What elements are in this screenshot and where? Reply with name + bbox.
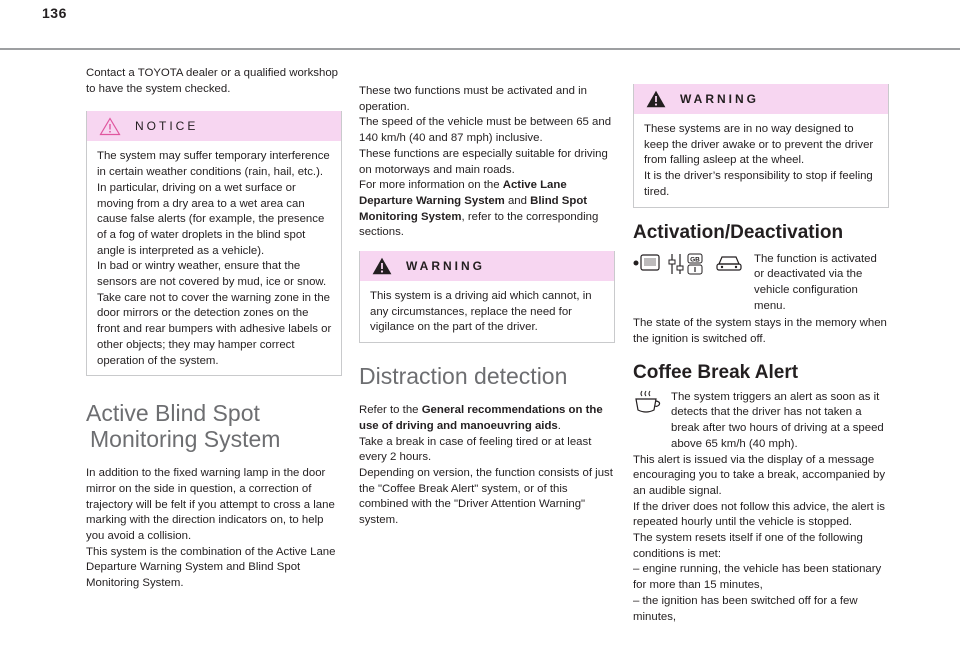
section-title-line-1: Active Blind Spot bbox=[86, 400, 260, 427]
warning-text-2b: It is the driver’s responsibility to stop if feeling tired. bbox=[644, 170, 873, 198]
section-title-activation: Activation/Deactivation bbox=[633, 221, 844, 243]
warning-header-2 bbox=[634, 84, 888, 114]
coffee-text-4: The system resets itself if one of the following conditions is met: bbox=[633, 532, 863, 560]
coffee-item-2: – the ignition has been switched off for a few minutes, bbox=[633, 594, 858, 623]
section-title-coffee-break: Coffee Break Alert bbox=[633, 361, 799, 383]
header-rule bbox=[0, 48, 960, 50]
notice-header bbox=[87, 111, 341, 141]
coffee-text-3: If the driver does not follow this advice, the alert is repeated hourly until the vehicle is stopped. bbox=[633, 500, 885, 529]
col2-para-3: These functions are especially suitable for driving on motorways and main roads. bbox=[359, 147, 608, 176]
section-title-blind-spot bbox=[86, 400, 342, 452]
distraction-para-2: Take a break in case of feeling tired or at least every 2 hours. bbox=[359, 435, 592, 464]
column-2 bbox=[359, 84, 615, 529]
warning-header-1 bbox=[360, 251, 614, 281]
activation-row bbox=[633, 252, 889, 315]
intro-text: Contact a TOYOTA dealer or a qualified workshop to have the system checked. bbox=[86, 67, 338, 95]
notice-text-3: In bad or wintry weather, ensure that the sensors are not covered by mud, ice or snow. bbox=[97, 260, 327, 289]
activation-text: The function is activated or deactivated via the vehicle configuration menu. bbox=[754, 252, 877, 312]
notice-text-1: The system may suffer temporary interference in certain weather conditions (rain, hail, etc.). bbox=[97, 150, 330, 179]
para4-text-c: , refer to the corresponding sections. bbox=[359, 210, 599, 239]
col2-para-2: The speed of the vehicle must be between 65 and 140 km/h (40 and 87 mph) inclusive. bbox=[359, 116, 612, 145]
coffee-indent-wrap bbox=[671, 390, 889, 453]
para5-text-b: . bbox=[557, 419, 561, 432]
settings-sliders-icon bbox=[666, 252, 706, 276]
notice-text-2: In particular, driving on a wet surface or moving from a dry area to a wet area can cause false alerts (for example, the presence of a fog of water droplets in the blind spot angle is interpreted as a vehicle). bbox=[97, 181, 325, 257]
coffee-text-1: The system triggers an alert as soon as it detects that the driver has not taken a break after two hours of driving at a speed above 65 km/h (40 mph). bbox=[671, 390, 884, 450]
warning-text-2a: These systems are in no way designed to keep the driver awake or to prevent the driver from falling asleep at the wheel. bbox=[644, 123, 874, 167]
warning-triangle-icon bbox=[646, 90, 666, 108]
warning-title-2: WARNING bbox=[680, 92, 759, 106]
page-number: 136 bbox=[42, 5, 67, 21]
warning-box-1 bbox=[359, 251, 615, 343]
warning-triangle-icon bbox=[372, 257, 392, 275]
section-title-distraction: Distraction detection bbox=[359, 363, 568, 390]
coffee-cup-icon bbox=[633, 390, 663, 416]
active-lane-link-text: Active Lane Departure Warning System bbox=[359, 179, 567, 207]
section-title-line-2: Monitoring System bbox=[90, 426, 281, 453]
blind-spot-para-1: In addition to the fixed warning lamp in the door mirror on the side in question, a correction of trajectory will be felt if you attempt to cross a lane marking with the direction indicators on, to help you avoid a collision. bbox=[86, 467, 335, 543]
notice-title: NOTICE bbox=[135, 119, 199, 134]
notice-text-4: Take care not to cover the warning zone in the door mirrors or the detection zones on the front and rear bumpers with adhesive labels or other objects; they may hamper correct operation of the system. bbox=[97, 291, 332, 367]
para5-text-a: Refer to the bbox=[359, 404, 422, 417]
distraction-para-3: Depending on version, the function consists of just the "Coffee Break Alert" system, or of this combined with the "Driver Attention Warning" system. bbox=[359, 466, 613, 527]
notice-triangle-icon bbox=[99, 117, 121, 136]
coffee-text-2: This alert is issued via the display of a message encouraging you to take a break, accompanied by an audible signal. bbox=[633, 453, 886, 497]
coffee-item-1: – engine running, the vehicle has been stationary for more than 15 minutes, bbox=[633, 563, 882, 592]
coffee-row bbox=[633, 390, 889, 453]
warning-title-1: WARNING bbox=[406, 259, 485, 274]
warning-content-1: This system is a driving aid which cannot, in any circumstances, replace the need for vigilance on the part of the driver. bbox=[370, 290, 592, 334]
col2-para-1: These two functions must be activated and in operation. bbox=[359, 85, 587, 113]
language-label: GB bbox=[690, 255, 700, 263]
activation-text-2: The state of the system stays in the memory when the ignition is switched off. bbox=[633, 317, 887, 346]
blind-spot-para-2: This system is the combination of the Active Lane Departure Warning System and Blind Spot Monitoring System. bbox=[86, 545, 336, 590]
notice-content bbox=[87, 141, 341, 375]
notice-box bbox=[86, 111, 342, 376]
warning-content-2 bbox=[634, 114, 888, 207]
recommendations-link-text: General recommendations on the use of driving and manoeuvring aids bbox=[359, 404, 603, 432]
blind-spot-link-text: Blind Spot Monitoring System bbox=[359, 194, 588, 223]
col2-para-4 bbox=[359, 178, 615, 241]
activation-text-indent-wrap bbox=[754, 252, 889, 315]
para4-text-b: and bbox=[504, 194, 531, 207]
para4-text-a: For more information on the bbox=[359, 179, 503, 192]
warning-box-2 bbox=[633, 84, 889, 208]
screen-menu-icon bbox=[633, 252, 661, 274]
distraction-para-1 bbox=[359, 403, 615, 434]
column-3 bbox=[633, 84, 889, 625]
car-icon bbox=[714, 252, 744, 274]
column-1 bbox=[86, 66, 342, 592]
